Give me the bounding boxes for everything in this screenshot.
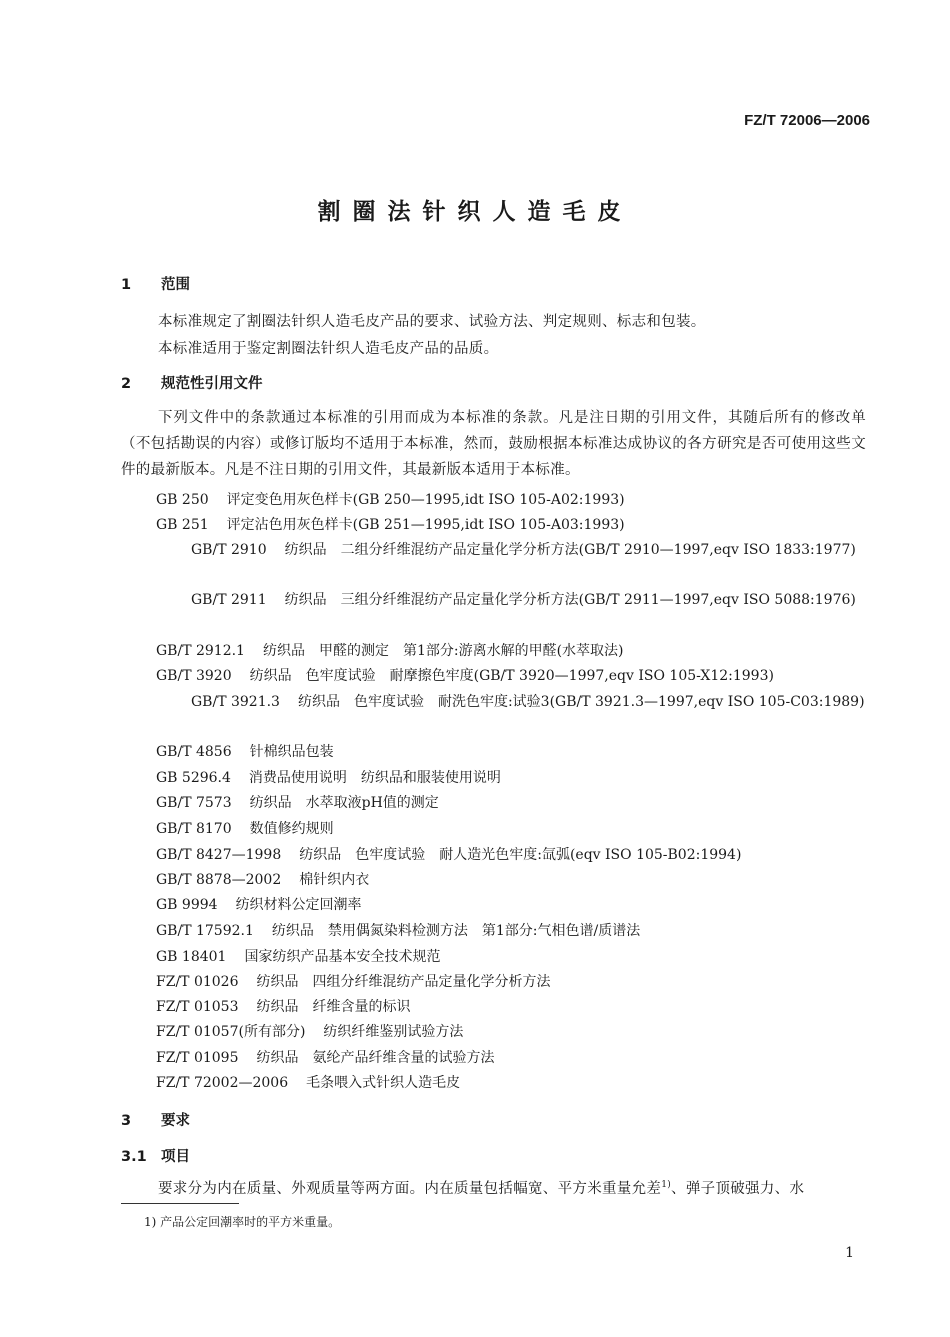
reference-item (156, 818, 334, 838)
reference-text: 纺织品 二组分纤维混纺产品定量化学分析方法(GB/T 2910—1997,eqv ISO 1833:1977) (284, 542, 856, 558)
reference-item (156, 869, 369, 889)
reference-code: GB/T 7573 (156, 795, 232, 811)
subsection-title: 项目 (161, 1149, 190, 1165)
reference-code: GB 251 (156, 517, 209, 533)
section-1-heading (121, 273, 190, 294)
reference-code: FZ/T 01057(所有部分) (156, 1024, 306, 1040)
reference-text: 纺织品 色牢度试验 耐洗色牢度:试验3(GB/T 3921.3—1997,eqv ISO 105-C03:1989) (297, 694, 865, 710)
section-3-heading (121, 1109, 190, 1130)
reference-code: FZ/T 01026 (156, 974, 239, 990)
reference-code: GB 9994 (156, 897, 218, 913)
reference-code: GB/T 4856 (156, 744, 232, 760)
page-number: 1 (845, 1245, 854, 1261)
section-number: 1 (121, 277, 132, 293)
reference-text: 纺织品 色牢度试验 耐摩擦色牢度(GB/T 3920—1997,eqv ISO 105-X12:1993) (249, 668, 774, 684)
section-2-heading (121, 372, 263, 393)
reference-code: GB/T 3921.3 (191, 694, 280, 710)
reference-code: GB/T 8878—2002 (156, 872, 282, 888)
section-title: 规范性引用文件 (161, 376, 263, 392)
reference-text: 毛条喂入式针织人造毛皮 (306, 1075, 461, 1091)
reference-text: 国家纺织产品基本安全技术规范 (244, 949, 441, 965)
reference-code: FZ/T 72002—2006 (156, 1075, 289, 1091)
reference-code: FZ/T 01053 (156, 999, 239, 1015)
reference-item (156, 489, 625, 509)
reference-item (156, 665, 774, 685)
reference-item (156, 767, 501, 787)
reference-text: 评定变色用灰色样卡(GB 250—1995,idt ISO 105-A02:1993) (226, 492, 625, 508)
subsection-3-1-heading (121, 1145, 190, 1166)
reference-item (156, 792, 439, 812)
reference-item (156, 1072, 460, 1092)
reference-item (156, 741, 334, 761)
reference-item (156, 996, 410, 1016)
reference-text: 评定沾色用灰色样卡(GB 251—1995,idt ISO 105-A03:1993) (226, 517, 625, 533)
paragraph: 本标准适用于鉴定割圈法针织人造毛皮产品的品质。 (158, 341, 499, 357)
reference-code: GB 250 (156, 492, 209, 508)
reference-text: 纺织纤维鉴别试验方法 (323, 1024, 464, 1040)
standard-code: FZ/T 72006—2006 (744, 112, 870, 129)
section-number: 2 (121, 376, 132, 392)
reference-item (121, 690, 866, 715)
reference-text: 棉针织内衣 (299, 872, 370, 888)
paragraph: 要求分为内在质量、外观质量等两方面。内在质量包括幅宽、平方米重量允差$^{1)}$、弹子顶破强力、水 (158, 1180, 805, 1197)
reference-text: 纺织品 水萃取液pH值的测定 (249, 795, 439, 811)
reference-text: 纺织品 纤维含量的标识 (256, 999, 411, 1015)
footnote-marker: 1) (661, 1180, 672, 1190)
subsection-number: 3.1 (121, 1149, 147, 1165)
reference-code: GB/T 8427—1998 (156, 847, 282, 863)
reference-code: GB/T 2911 (191, 592, 267, 608)
section-number: 3 (121, 1113, 132, 1129)
section-title: 要求 (161, 1113, 190, 1129)
reference-text: 纺织品 禁用偶氮染料检测方法 第1部分:气相色谱/质谱法 (271, 923, 641, 939)
reference-text: 纺织品 四组分纤维混纺产品定量化学分析方法 (256, 974, 551, 990)
reference-code: GB/T 2912.1 (156, 643, 245, 659)
reference-item (156, 971, 550, 991)
reference-item (156, 640, 624, 660)
intro-paragraph: 下列文件中的条款通过本标准的引用而成为本标准的条款。凡是注日期的引用文件，其随后所有的修改单（不包括勘误的内容）或修订版均不适用于本标准，然而，鼓励根据本标准达成协议的各方研究是否可使用这些文件的最新版本。凡是不注日期的引用文件，其最新版本适用于本标准。 (121, 410, 866, 478)
reference-text: 纺织材料公定回潮率 (235, 897, 362, 913)
reference-code: FZ/T 01095 (156, 1050, 239, 1066)
reference-code: GB/T 2910 (191, 542, 267, 558)
reference-text: 纺织品 甲醛的测定 第1部分:游离水解的甲醛(水萃取法) (262, 643, 624, 659)
reference-item (156, 1047, 494, 1067)
reference-code: GB 18401 (156, 949, 227, 965)
footnote-divider (121, 1203, 239, 1204)
reference-item (121, 538, 866, 563)
paragraph: 本标准规定了割圈法针织人造毛皮产品的要求、试验方法、判定规则、标志和包装。 (158, 314, 706, 330)
reference-item (156, 920, 640, 940)
reference-item (156, 844, 741, 864)
reference-code: GB/T 3920 (156, 668, 232, 684)
reference-text: 纺织品 三组分纤维混纺产品定量化学分析方法(GB/T 2911—1997,eqv ISO 5088:1976) (284, 592, 856, 608)
reference-code: GB 5296.4 (156, 770, 231, 786)
reference-item (156, 894, 362, 914)
reference-code: GB/T 17592.1 (156, 923, 254, 939)
reference-item (156, 946, 440, 966)
reference-code: GB/T 8170 (156, 821, 232, 837)
reference-text: 消费品使用说明 纺织品和服装使用说明 (248, 770, 501, 786)
reference-text: 纺织品 氨纶产品纤维含量的试验方法 (256, 1050, 495, 1066)
reference-item (121, 588, 866, 613)
reference-item (156, 1021, 463, 1041)
document-title: 割圈法针织人造毛皮 (317, 199, 633, 225)
reference-text: 纺织品 色牢度试验 耐人造光色牢度:氙弧(eqv ISO 105-B02:1994) (299, 847, 742, 863)
section-title: 范围 (161, 277, 190, 293)
reference-item (156, 514, 625, 534)
reference-text: 针棉织品包装 (249, 744, 334, 760)
reference-text: 数值修约规则 (249, 821, 334, 837)
footnote: 1) 产品公定回潮率时的平方米重量。 (144, 1215, 341, 1229)
